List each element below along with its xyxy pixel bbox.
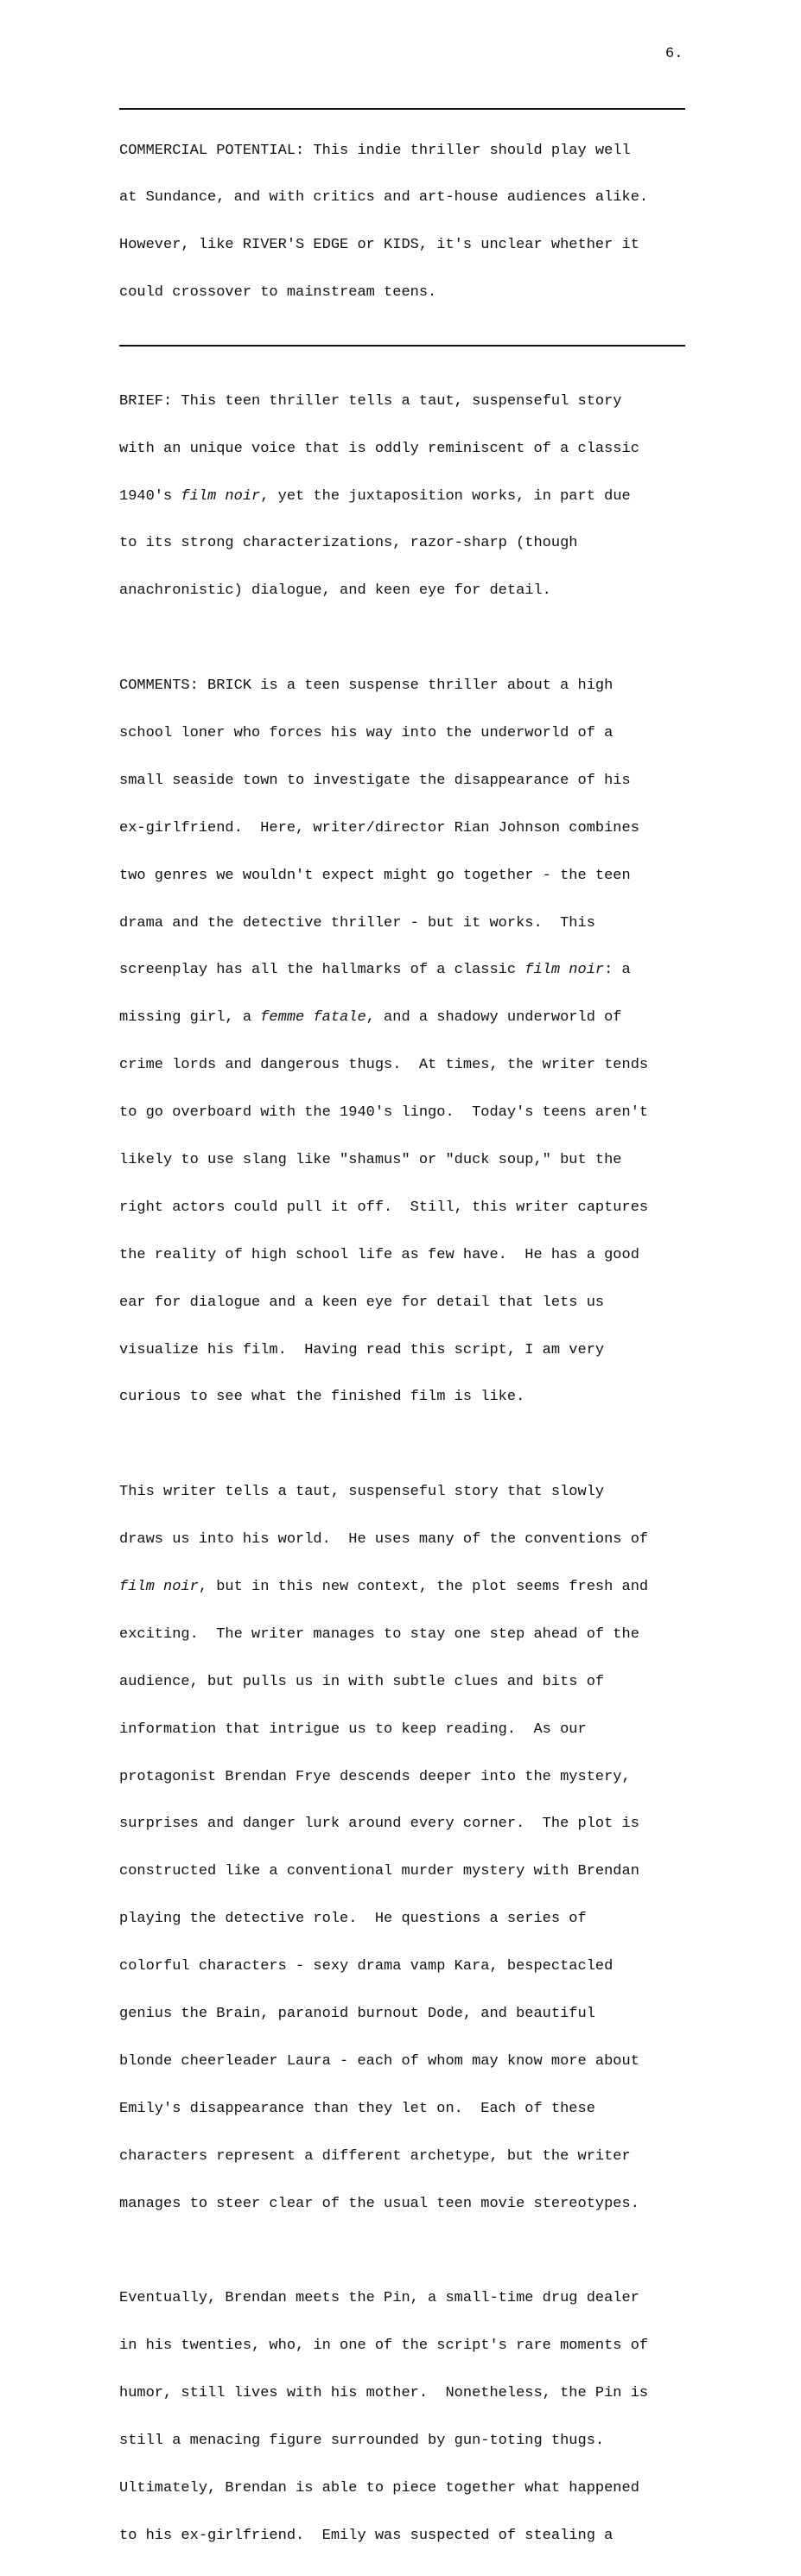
comments-line: to go overboard with the 1940's lingo. Today's teens aren't: [119, 1104, 649, 1122]
story-line: blonde cheerleader Laura - each of whom may know more about: [119, 2052, 639, 2070]
page-number: 6.: [665, 46, 683, 62]
brief-line: with an unique voice that is oddly reminiscent of a classic: [119, 440, 639, 457]
comments-line: two genres we wouldn't expect might go together - the teen: [119, 867, 631, 884]
brief-line: , yet the juxtaposition works, in part due: [260, 487, 631, 505]
brief-line: 1940's: [119, 487, 181, 505]
story-paragraph: [119, 1453, 690, 2244]
story-line: , but in this new context, the plot seems fresh and: [198, 1579, 649, 1596]
coverage-body: [119, 108, 690, 2576]
film-noir-italic: film noir: [524, 962, 605, 979]
brief-label: BRIEF:: [119, 392, 173, 410]
brief-line: to its strong characterizations, razor-sharp (though: [119, 535, 578, 552]
comments-line: ear for dialogue and a keen eye for detail that lets us: [119, 1294, 605, 1311]
comments-line: drama and the detective thriller - but it works. This: [119, 914, 595, 932]
story-line: exciting. The writer manages to stay one step ahead of the: [119, 1625, 639, 1643]
commercial-potential-box: [119, 110, 690, 333]
pin-line: to his ex-girlfriend. Emily was suspected of stealing a: [119, 2527, 613, 2544]
comments-line: the reality of high school life as few have. He has a good: [119, 1246, 639, 1263]
pin-line: in his twenties, who, in one of the script's rare moments of: [119, 2337, 649, 2355]
story-line: This writer tells a taut, suspenseful story that slowly: [119, 1484, 605, 1501]
comments-line: screenplay has all the hallmarks of a classic: [119, 962, 525, 979]
comments-line: : a: [604, 962, 631, 979]
story-line: information that intrigue us to keep reading. As our: [119, 1721, 587, 1738]
pin-line: humor, still lives with his mother. Nonetheless, the Pin is: [119, 2385, 649, 2402]
story-line: characters represent a different archetype, but the writer: [119, 2147, 631, 2165]
pin-line: still a menacing figure surrounded by gun-toting thugs.: [119, 2433, 605, 2450]
story-line: draws us into his world. He uses many of the conventions of: [119, 1531, 649, 1549]
story-line: Emily's disappearance than they let on. Each of these: [119, 2100, 595, 2117]
story-line: constructed like a conventional murder mystery with Brendan: [119, 1863, 639, 1880]
femme-fatale-italic: femme fatale: [260, 1009, 366, 1027]
comments-line: BRICK is a teen suspense thriller about a high: [198, 677, 613, 695]
commercial-potential-line-1: [119, 143, 690, 159]
story-line: manages to steer clear of the usual teen movie stereotypes.: [119, 2195, 639, 2212]
story-line: protagonist Brendan Frye descends deeper into the mystery,: [119, 1768, 631, 1785]
story-line: colorful characters - sexy drama vamp Kara, bespectacled: [119, 1958, 613, 1975]
commercial-potential-line-2: at Sundance, and with critics and art-house audiences alike.: [119, 189, 649, 207]
story-line: surprises and danger lurk around every corner. The plot is: [119, 1816, 639, 1833]
story-line: genius the Brain, paranoid burnout Dode, and beautiful: [119, 2006, 595, 2023]
comments-line: likely to use slang like "shamus" or "duck soup," but the: [119, 1152, 622, 1168]
comments-line: right actors could pull it off. Still, this writer captures: [119, 1199, 649, 1216]
film-noir-italic: film noir: [181, 487, 261, 505]
commercial-potential-text: This indie thriller should play well: [304, 142, 631, 159]
comments-line: missing girl, a: [119, 1009, 261, 1027]
story-line: playing the detective role. He questions a series of: [119, 1911, 587, 1928]
comments-paragraph: [119, 647, 690, 1438]
comments-line: curious to see what the finished film is like.: [119, 1389, 525, 1406]
comments-label: COMMENTS:: [119, 677, 199, 695]
film-noir-italic: film noir: [119, 1579, 199, 1596]
comments-line: , and a shadowy underworld of: [366, 1009, 622, 1027]
pin-line: Eventually, Brendan meets the Pin, a small-time drug dealer: [119, 2290, 639, 2307]
brief-paragraph: [119, 362, 690, 631]
commercial-potential-label: COMMERCIAL POTENTIAL:: [119, 142, 305, 159]
story-line: audience, but pulls us in with subtle clues and bits of: [119, 1673, 605, 1690]
pin-line: Ultimately, Brendan is able to piece together what happened: [119, 2479, 639, 2496]
commercial-potential-line-3: However, like RIVER'S EDGE or KIDS, it's unclear whether it: [119, 237, 639, 254]
comments-line: ex-girlfriend. Here, writer/director Rian Johnson combines: [119, 819, 639, 836]
comments-line: small seaside town to investigate the disappearance of his: [119, 772, 631, 789]
comments-line: school loner who forces his way into the underworld of a: [119, 724, 613, 741]
commercial-potential-line-4: could crossover to mainstream teens.: [119, 284, 437, 302]
comments-line: visualize his film. Having read this script, I am very: [119, 1341, 605, 1358]
pin-paragraph: [119, 2260, 690, 2576]
brief-line: anachronistic) dialogue, and keen eye for detail.: [119, 582, 551, 600]
brief-line: This teen thriller tells a taut, suspenseful story: [172, 392, 622, 410]
comments-line: crime lords and dangerous thugs. At times, the writer tends: [119, 1057, 649, 1074]
